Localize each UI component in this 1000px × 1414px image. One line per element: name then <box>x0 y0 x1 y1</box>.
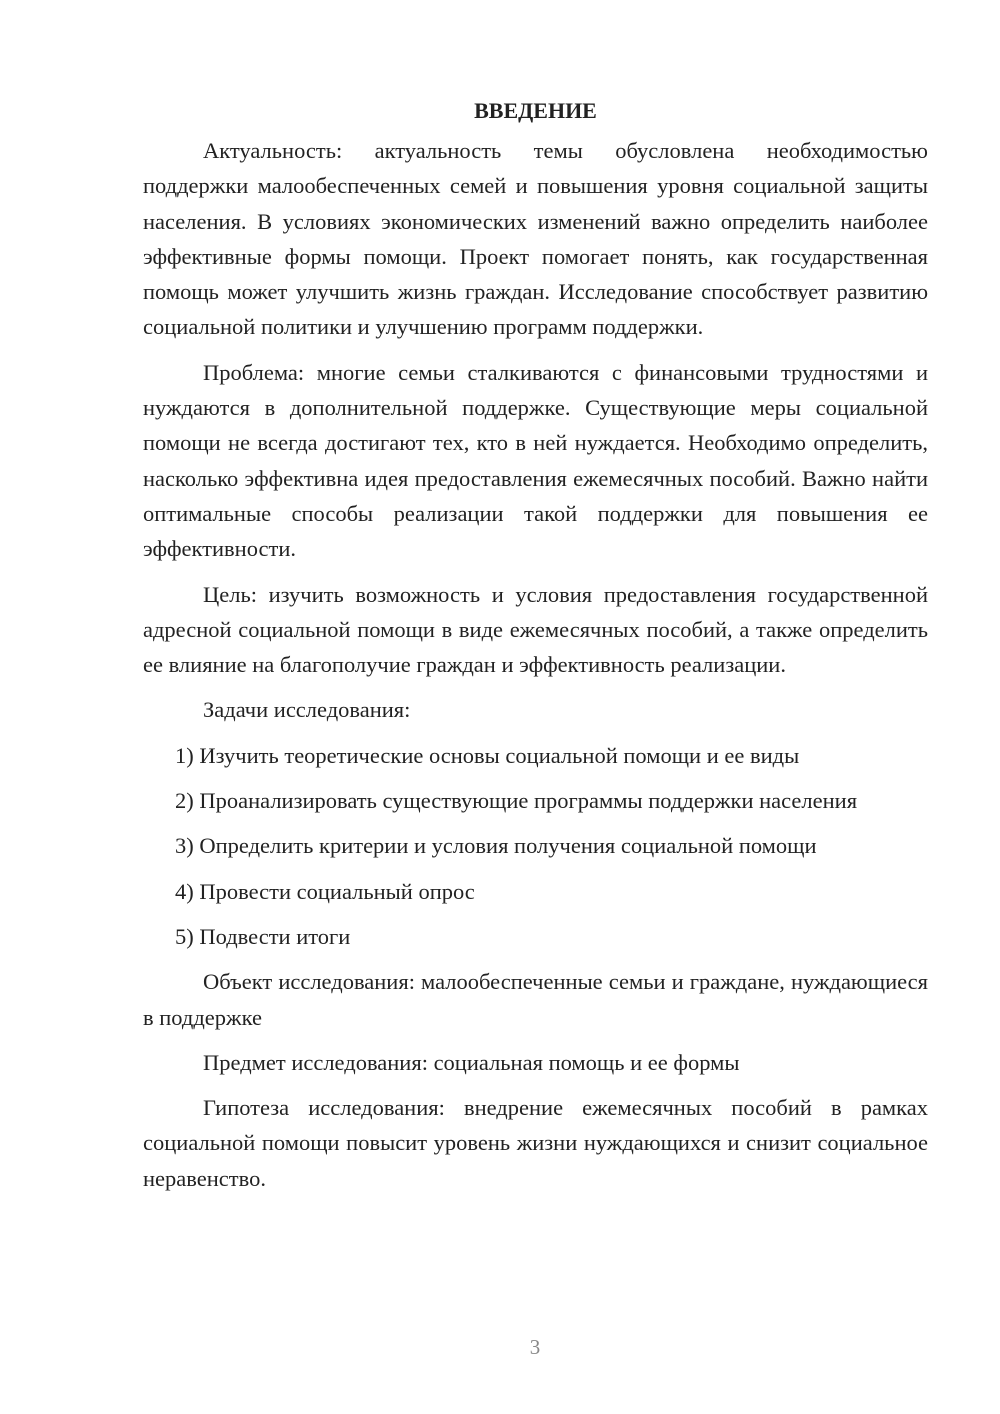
task-item-3: 3) Определить критерии и условия получения социальной помощи <box>175 833 817 859</box>
page-number: 3 <box>529 1335 541 1359</box>
object-paragraph: Объект исследования: малообеспеченные семьи и граждане, нуждающиеся в поддержке <box>143 969 928 1030</box>
hypothesis-paragraph: Гипотеза исследования: внедрение ежемесячных пособий в рамках социальной помощи повысит уровень жизни нуждающихся и снизит социальное неравенство. <box>143 1095 928 1191</box>
subject-paragraph: Предмет исследования: социальная помощь и ее формы <box>203 1049 740 1075</box>
task-item-4: 4) Провести социальный опрос <box>175 878 475 904</box>
tasks-title: Задачи исследования: <box>203 697 411 723</box>
document-page <box>143 95 928 1206</box>
task-item-1: 1) Изучить теоретические основы социальной помощи и ее виды <box>175 742 800 768</box>
problem-paragraph: Проблема: многие семьи сталкиваются с финансовыми трудностями и нуждаются в дополнительной поддержке. Существующие меры социальной помощи не всегда достигают тех, кто в ней нуждается. Необходимо определить, насколько эффективна идея предоставления ежемесячных пособий. Важно найти оптимальные способы реализации такой поддержки для повышения ее эффективности. <box>143 359 928 562</box>
task-item-2: 2) Проанализировать существующие программы поддержки населения <box>175 788 858 814</box>
relevance-paragraph: Актуальность: актуальность темы обусловлена необходимостью поддержки малообеспеченных семей и повышения уровня социальной защиты населения. В условиях экономических изменений важно определить наиболее эффективные формы помощи. Проект помогает понять, как государственная помощь может улучшить жизнь граждан. Исследование способствует развитию социальной политики и улучшению программ поддержки. <box>143 138 928 340</box>
task-item-5: 5) Подвести итоги <box>175 923 351 949</box>
section-heading: ВВЕДЕНИЕ <box>474 98 597 123</box>
goal-paragraph: Цель: изучить возможность и условия предоставления государственной адресной социальной помощи в виде ежемесячных пособий, а также определить ее влияние на благополучие граждан и эффективность реализации. <box>143 581 928 678</box>
